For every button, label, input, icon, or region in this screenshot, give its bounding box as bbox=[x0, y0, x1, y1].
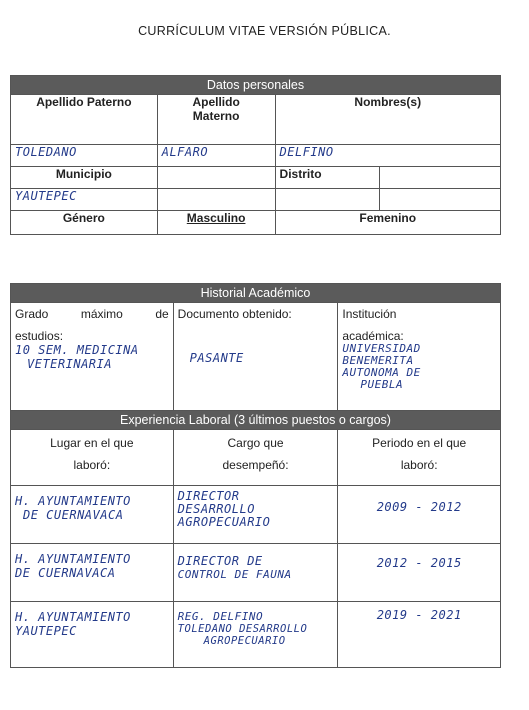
grado-value-2: VETERINARIA bbox=[27, 357, 112, 371]
periodo-cell: 2012 - 2015 bbox=[338, 544, 501, 602]
lugar-cell: H. AYUNTAMIENTO YAUTEPEC bbox=[11, 602, 174, 668]
grado-label: Grado máximo de bbox=[15, 307, 169, 321]
documento-value: PASANTE bbox=[189, 351, 244, 365]
academic-section-title: Historial Académico bbox=[11, 284, 501, 303]
periodo-cell: 2019 - 2021 bbox=[338, 602, 501, 668]
cargo-cell: REG. DELFINO TOLEDANO DESARROLLO AGROPECUARIO bbox=[173, 602, 338, 668]
paterno-header: Apellido Paterno bbox=[11, 95, 158, 145]
periodo-cell: 2009 - 2012 bbox=[338, 486, 501, 544]
distrito-value bbox=[380, 167, 501, 189]
experience-section-title: Experiencia Laboral (3 últimos puestos o cargos) bbox=[11, 411, 501, 430]
nombres-header: Nombres(s) bbox=[275, 95, 500, 145]
col-cargo-header: Cargo que desempeñó: bbox=[173, 430, 338, 486]
empty-cell bbox=[157, 189, 275, 211]
cargo-cell: DIRECTOR DE CONTROL DE FAUNA bbox=[173, 544, 338, 602]
documento-label: Documento obtenido: bbox=[177, 307, 292, 321]
documento-cell bbox=[173, 303, 338, 411]
municipio-blank bbox=[157, 167, 275, 189]
materno-header: Apellido Materno bbox=[157, 95, 275, 145]
genero-label: Género bbox=[11, 211, 158, 235]
institucion-value-3: AUTONOMA DE bbox=[342, 366, 421, 379]
table-row bbox=[11, 602, 501, 668]
lugar-cell: H. AYUNTAMIENTO DE CUERNAVACA bbox=[11, 486, 174, 544]
institucion-value-2: BENEMERITA bbox=[342, 354, 414, 367]
document-title: CURRÍCULUM VITAE VERSIÓN PÚBLICA. bbox=[138, 24, 391, 38]
personal-section-title: Datos personales bbox=[11, 76, 501, 95]
institucion-value-4: PUEBLA bbox=[360, 378, 404, 391]
empty-cell bbox=[380, 189, 501, 211]
femenino-option: Femenino bbox=[275, 211, 500, 235]
grado-cell bbox=[11, 303, 174, 411]
empty-cell bbox=[275, 189, 380, 211]
paterno-value: TOLEDANO bbox=[11, 145, 158, 167]
grado-value: 10 SEM. MEDICINA bbox=[15, 343, 139, 357]
institucion-value: UNIVERSIDAD bbox=[342, 342, 421, 355]
cargo-cell: DIRECTOR DESARROLLO AGROPECUARIO bbox=[173, 486, 338, 544]
lugar-cell: H. AYUNTAMIENTO DE CUERNAVACA bbox=[11, 544, 174, 602]
masculino-option: Masculino bbox=[157, 211, 275, 235]
grado-label-2: estudios: bbox=[15, 329, 64, 343]
municipio-label: Municipio bbox=[11, 167, 158, 189]
personal-data-table bbox=[10, 75, 501, 235]
materno-value: ALFARO bbox=[157, 145, 275, 167]
distrito-label: Distrito bbox=[275, 167, 380, 189]
nombres-value: DELFINO bbox=[275, 145, 500, 167]
municipio-value: YAUTEPEC bbox=[11, 189, 158, 211]
col-lugar-header: Lugar en el que laboró: bbox=[11, 430, 174, 486]
table-row bbox=[11, 544, 501, 602]
table-row bbox=[11, 486, 501, 544]
institucion-label-2: académica: bbox=[342, 329, 404, 343]
academic-experience-table bbox=[10, 283, 501, 668]
col-periodo-header: Periodo en el que laboró: bbox=[338, 430, 501, 486]
institucion-cell bbox=[338, 303, 501, 411]
institucion-label: Institución bbox=[342, 307, 397, 321]
